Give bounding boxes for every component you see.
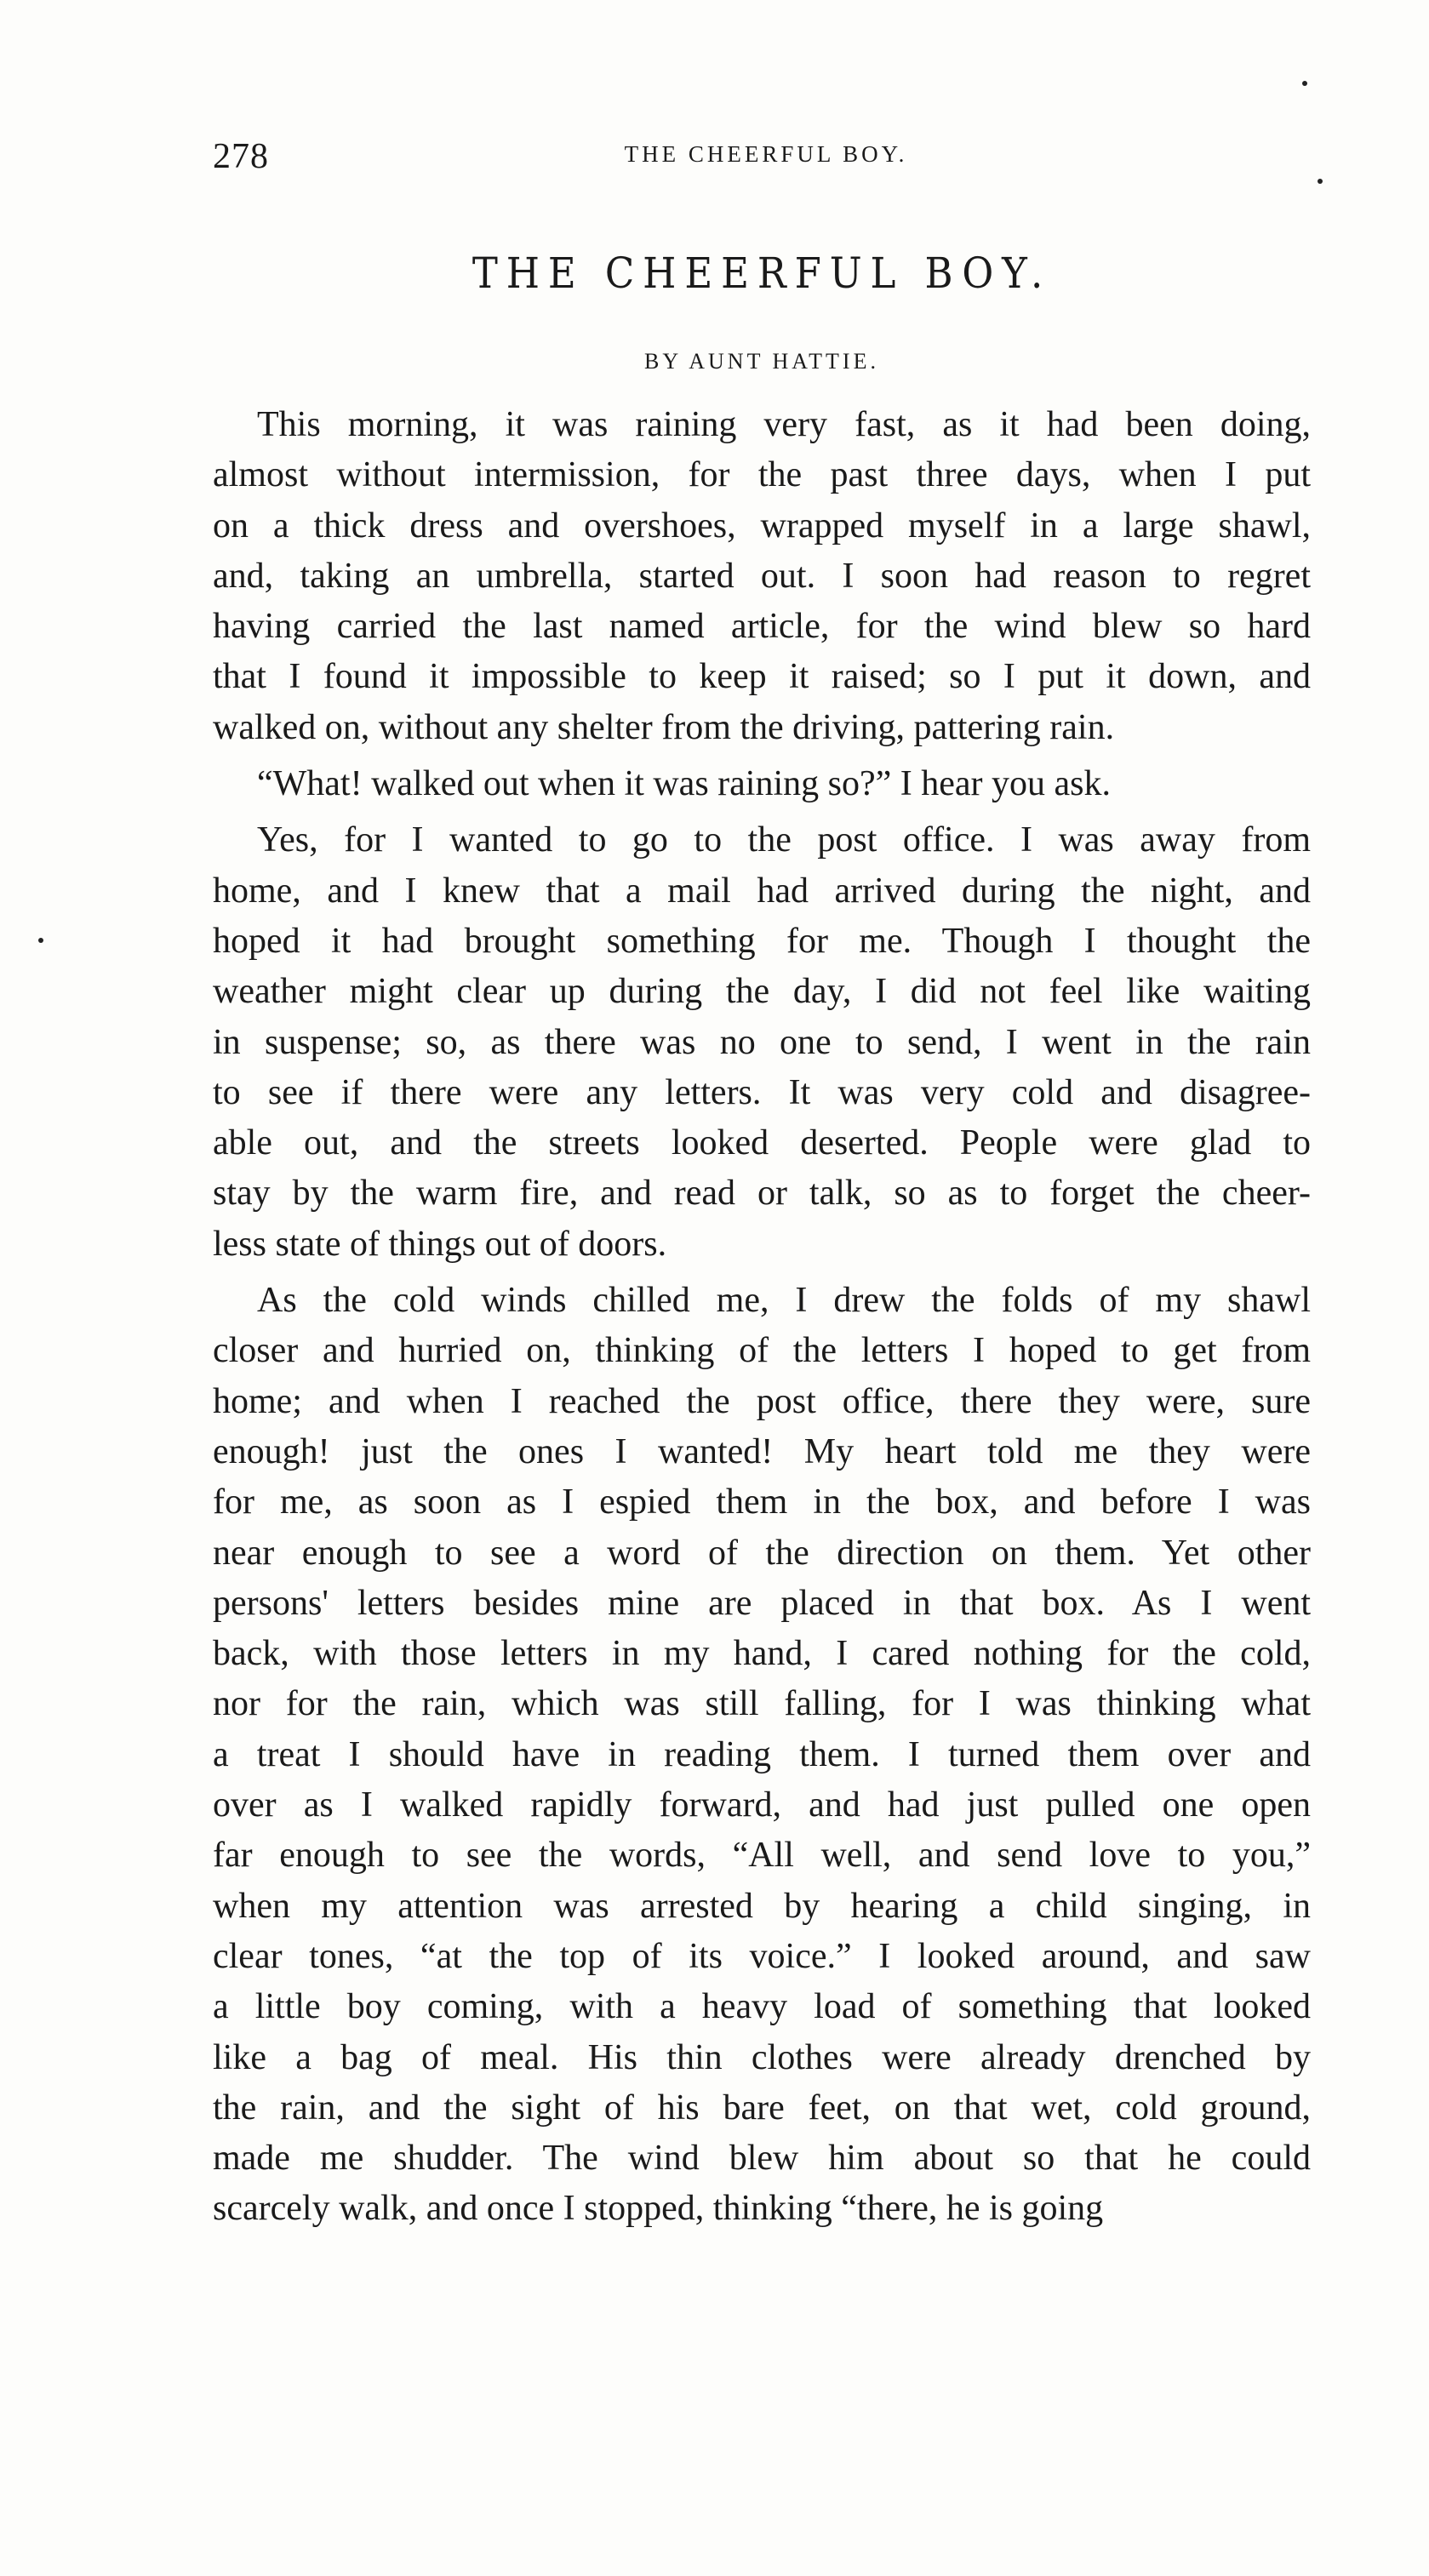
- text-line: far enough to see the words, “All well, and send love to you,”: [213, 1836, 1311, 1876]
- text-line: Yes, for I wanted to go to the post office. I was away from: [257, 820, 1311, 860]
- text-line: over as I walked rapidly forward, and had just pulled one open: [213, 1785, 1311, 1825]
- speck-mark: [1302, 81, 1307, 86]
- text-line: almost without intermission, for the past three days, when I put: [213, 455, 1311, 495]
- paragraph: [213, 815, 1311, 1270]
- text-line: having carried the last named article, for the wind blew so hard: [213, 607, 1311, 647]
- text-line: This morning, it was raining very fast, as it had been doing,: [257, 405, 1311, 444]
- text-line: for me, as soon as I espied them in the box, and before I was: [213, 1482, 1311, 1522]
- text-line: able out, and the streets looked deserted. People were glad to: [213, 1123, 1311, 1163]
- text-line: persons' letters besides mine are placed in that box. As I went: [213, 1583, 1311, 1623]
- text-line: that I found it impossible to keep it raised; so I put it down, and: [213, 657, 1311, 697]
- story-title: THE CHEERFUL BOY.: [472, 248, 1052, 298]
- paragraph: [213, 400, 1311, 753]
- text-line: home; and when I reached the post office, there they were, sure: [213, 1381, 1311, 1421]
- text-line: home, and I knew that a mail had arrived during the night, and: [213, 871, 1311, 911]
- running-title: THE CHEERFUL BOY.: [624, 141, 908, 167]
- text-line: As the cold winds chilled me, I drew the folds of my shawl: [257, 1281, 1311, 1321]
- paragraph: [213, 1276, 1311, 2235]
- text-line: “What! walked out when it was raining so?” I hear you ask.: [257, 764, 1111, 804]
- speck-mark: [1318, 179, 1323, 184]
- text-line: a treat I should have in reading them. I turned them over and: [213, 1734, 1311, 1774]
- text-line: hoped it had brought something for me. Though I thought the: [213, 921, 1311, 961]
- story-body: [213, 400, 1311, 2241]
- text-line: scarcely walk, and once I stopped, thinking “there, he is going: [213, 2189, 1104, 2229]
- text-line: clear tones, “at the top of its voice.” I looked around, and saw: [213, 1936, 1311, 1976]
- running-head: [213, 136, 1311, 179]
- text-line: to see if there were any letters. It was very cold and disagree-: [213, 1072, 1311, 1112]
- text-line: near enough to see a word of the direction on them. Yet other: [213, 1533, 1311, 1573]
- text-line: enough! just the ones I wanted! My heart told me they were: [213, 1431, 1311, 1471]
- text-line: weather might clear up during the day, I did not feel like waiting: [213, 972, 1311, 1012]
- text-line: stay by the warm fire, and read or talk, so as to forget the cheer-: [213, 1174, 1311, 1214]
- paragraph: [213, 759, 1311, 809]
- text-line: and, taking an umbrella, started out. I soon had reason to regret: [213, 556, 1311, 596]
- text-line: a little boy coming, with a heavy load of something that looked: [213, 1987, 1311, 2027]
- speck-mark: [38, 938, 43, 943]
- page-number: 278: [213, 137, 269, 176]
- text-line: the rain, and the sight of his bare feet, on that wet, cold ground,: [213, 2088, 1311, 2128]
- text-line: in suspense; so, as there was no one to send, I went in the rain: [213, 1022, 1311, 1062]
- text-line: back, with those letters in my hand, I cared nothing for the cold,: [213, 1634, 1311, 1674]
- text-line: when my attention was arrested by hearing a child singing, in: [213, 1886, 1311, 1926]
- text-line: nor for the rain, which was still falling, for I was thinking what: [213, 1684, 1311, 1724]
- byline: BY AUNT HATTIE.: [644, 349, 879, 374]
- text-line: like a bag of meal. His thin clothes were already drenched by: [213, 2037, 1311, 2077]
- text-line: walked on, without any shelter from the driving, pattering rain.: [213, 707, 1115, 747]
- text-line: less state of things out of doors.: [213, 1224, 667, 1264]
- text-line: on a thick dress and overshoes, wrapped myself in a large shawl,: [213, 505, 1311, 545]
- text-line: closer and hurried on, thinking of the letters I hoped to get from: [213, 1331, 1311, 1371]
- text-line: made me shudder. The wind blew him about so that he could: [213, 2139, 1311, 2179]
